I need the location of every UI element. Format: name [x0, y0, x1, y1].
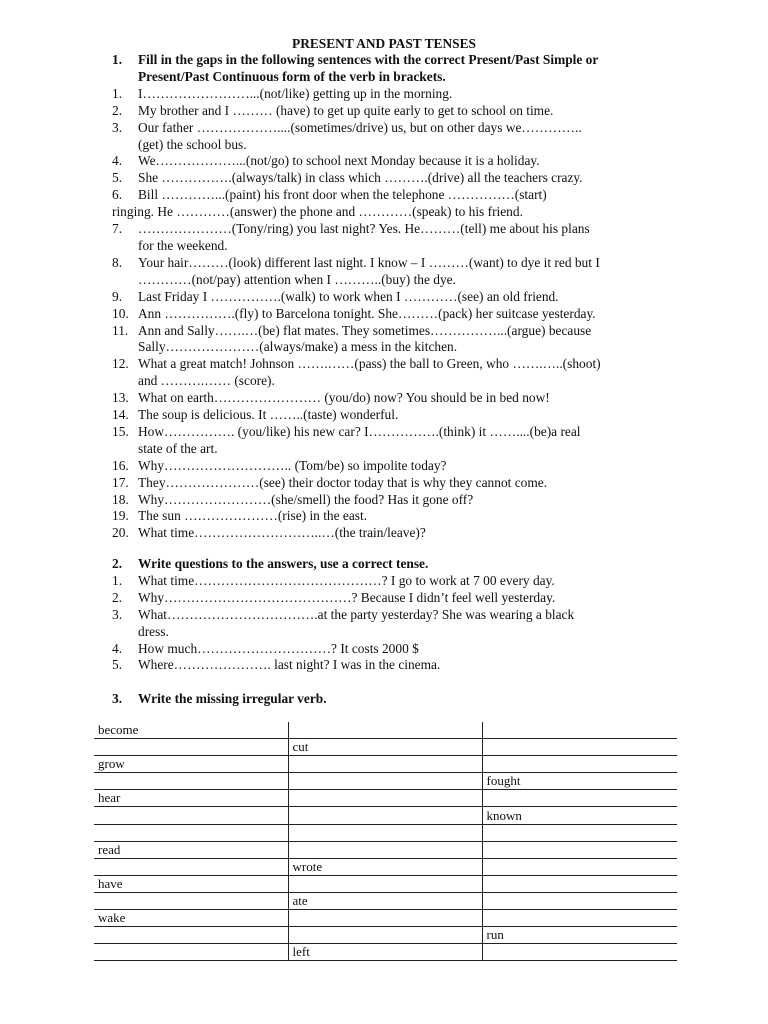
exercise-item — [112, 508, 682, 525]
table-cell[interactable] — [94, 927, 288, 944]
page-title: PRESENT AND PAST TENSES — [292, 36, 476, 51]
item-number: 11. — [112, 322, 129, 338]
table-cell[interactable]: fought — [482, 773, 677, 790]
exercise-item — [112, 657, 682, 674]
table-cell[interactable] — [288, 824, 482, 841]
table-cell[interactable]: grow — [94, 756, 288, 773]
item-text-continued: ringing. He …………(answer) the phone and …………(speak) to his friend. — [112, 204, 523, 220]
item-text-continued: Sally…………………(always/make) a mess in the kitchen. — [138, 339, 458, 355]
table-cell[interactable] — [482, 824, 677, 841]
item-number: 14. — [112, 407, 129, 423]
item-text-continued: for the weekend. — [138, 237, 228, 253]
table-cell[interactable]: become — [94, 722, 288, 739]
item-text: They…………………(see) their doctor today that is why they cannot come. — [138, 474, 548, 490]
exercise-item — [112, 221, 682, 238]
item-number: 16. — [112, 457, 129, 473]
table-cell[interactable] — [482, 944, 677, 961]
item-text: What time………………………..…(the train/leave)? — [138, 525, 426, 541]
item-text-continued: dress. — [138, 623, 169, 639]
item-number: 9. — [112, 288, 123, 304]
item-text: Why……………………….. (Tom/be) so impolite today? — [138, 457, 447, 473]
section-2-heading — [112, 556, 682, 573]
item-number: 18. — [112, 491, 129, 507]
exercise-item — [112, 356, 682, 373]
item-number: 12. — [112, 356, 129, 372]
exercise-item — [112, 103, 682, 120]
item-number: 3. — [112, 119, 123, 135]
table-cell[interactable]: have — [94, 875, 288, 892]
table-cell[interactable] — [94, 944, 288, 961]
table-row — [94, 807, 677, 824]
irregular-verb-table — [94, 722, 677, 961]
table-cell[interactable] — [94, 858, 288, 875]
table-cell[interactable] — [482, 858, 677, 875]
exercise-item — [112, 390, 682, 407]
table-row — [94, 739, 677, 756]
table-cell[interactable]: cut — [288, 739, 482, 756]
item-number: 15. — [112, 423, 129, 439]
item-text: Our father ………………....(sometimes/drive) us, but on other days we………….. — [138, 119, 582, 135]
exercise-item — [112, 407, 682, 424]
table-cell[interactable] — [482, 722, 677, 739]
section-3-heading — [112, 691, 682, 708]
exercise-item — [112, 187, 682, 204]
item-text: What on earth…………………… (you/do) now? You should be in bed now! — [138, 390, 550, 406]
table-cell[interactable]: hear — [94, 790, 288, 807]
item-text: How……………. (you/like) his new car? I…………….(think) it ……....(be)a real — [138, 423, 581, 439]
table-cell[interactable] — [288, 756, 482, 773]
item-text: Why……………………………………? Because I didn’t feel well yesterday. — [138, 589, 556, 605]
section-number: 2. — [112, 556, 123, 571]
table-row — [94, 756, 677, 773]
section-3 — [112, 691, 682, 708]
item-text-continued: and ……….…… (score). — [138, 373, 275, 389]
table-cell[interactable] — [288, 841, 482, 858]
section-instruction: Write the missing irregular verb. — [138, 691, 327, 706]
item-text: The soup is delicious. It ……..(taste) wonderful. — [138, 407, 399, 423]
table-cell[interactable]: ate — [288, 892, 482, 909]
item-text: Ann …………….(fly) to Barcelona tonight. She………(pack) her suitcase yesterday. — [138, 305, 596, 321]
table-cell[interactable] — [288, 722, 482, 739]
table-cell[interactable]: run — [482, 927, 677, 944]
table-row — [94, 722, 677, 739]
table-row — [94, 892, 677, 909]
table-cell[interactable]: wrote — [288, 858, 482, 875]
item-text: Last Friday I …………….(walk) to work when I …………(see) an old friend. — [138, 288, 559, 304]
exercise-item — [112, 475, 682, 492]
exercise-item — [112, 424, 682, 441]
exercise-item — [112, 458, 682, 475]
item-number: 17. — [112, 474, 129, 490]
table-row — [94, 841, 677, 858]
item-number: 4. — [112, 153, 123, 169]
item-number: 8. — [112, 254, 123, 270]
item-text: What a great match! Johnson …….……(pass) the ball to Green, who …….…..(shoot) — [138, 356, 601, 372]
item-number: 1. — [112, 85, 123, 101]
item-number: 7. — [112, 221, 123, 237]
item-number: 10. — [112, 305, 129, 321]
exercise-item — [112, 86, 682, 103]
item-number: 13. — [112, 390, 129, 406]
item-text: What…………………………….at the party yesterday? She was wearing a black — [138, 606, 575, 622]
question-list — [112, 573, 682, 674]
item-text: The sun …………………(rise) in the east. — [138, 508, 368, 524]
section-instruction-cont: Present/Past Continuous form of the verb in brackets. — [138, 68, 446, 84]
item-text: …………………(Tony/ring) you last night? Yes. He………(tell) me about his plans — [138, 221, 590, 237]
table-row — [94, 773, 677, 790]
table-cell[interactable] — [288, 807, 482, 824]
table-cell[interactable] — [288, 773, 482, 790]
exercise-item — [112, 153, 682, 170]
table-cell[interactable] — [288, 910, 482, 927]
item-number: 20. — [112, 525, 129, 541]
exercise-item — [112, 255, 682, 272]
exercise-item — [112, 573, 682, 590]
table-cell[interactable] — [288, 927, 482, 944]
table-cell[interactable] — [482, 756, 677, 773]
table-cell[interactable] — [482, 841, 677, 858]
item-text: Where…………………. last night? I was in the cinema. — [138, 657, 441, 673]
table-row — [94, 858, 677, 875]
table-cell[interactable] — [94, 824, 288, 841]
table-cell[interactable] — [482, 892, 677, 909]
item-text: I……………………...(not/like) getting up in the morning. — [138, 85, 453, 101]
item-text-continued: state of the art. — [138, 440, 218, 456]
table-cell[interactable]: known — [482, 807, 677, 824]
item-number: 5. — [112, 657, 123, 673]
exercise-item — [112, 492, 682, 509]
exercise-item — [112, 170, 682, 187]
section-1 — [112, 52, 682, 542]
exercise-item — [112, 120, 682, 137]
table-cell[interactable] — [482, 739, 677, 756]
table-cell[interactable]: wake — [94, 910, 288, 927]
section-number: 3. — [112, 691, 123, 706]
table-row — [94, 824, 677, 841]
table-row — [94, 910, 677, 927]
item-number: 19. — [112, 508, 129, 524]
item-text: Your hair………(look) different last night. I know – I ………(want) to dye it red but I — [138, 254, 600, 270]
item-number: 6. — [112, 187, 123, 203]
table-cell[interactable] — [482, 875, 677, 892]
item-text: She …………….(always/talk) in class which ……….(drive) all the teachers crazy. — [138, 170, 583, 186]
item-number: 4. — [112, 640, 123, 656]
section-1-heading — [112, 52, 682, 69]
exercise-item — [112, 525, 682, 542]
exercise-list — [112, 86, 682, 542]
item-text: How much…………………………? It costs 2000 $ — [138, 640, 419, 656]
section-number: 1. — [112, 52, 123, 67]
table-cell[interactable] — [94, 892, 288, 909]
table-cell[interactable] — [94, 807, 288, 824]
table-row — [94, 875, 677, 892]
exercise-item — [112, 590, 682, 607]
table-cell[interactable] — [482, 790, 677, 807]
table-cell[interactable]: left — [288, 944, 482, 961]
table-cell[interactable]: read — [94, 841, 288, 858]
table-cell[interactable] — [288, 790, 482, 807]
table-row — [94, 790, 677, 807]
item-number: 2. — [112, 102, 123, 118]
item-number: 5. — [112, 170, 123, 186]
item-text: Bill …………...(paint) his front door when the telephone ……………(start) — [138, 187, 547, 203]
item-text-continued: (get) the school bus. — [138, 136, 247, 152]
exercise-item — [112, 607, 682, 624]
item-text: What time……………………………………? I go to work at 7 00 every day. — [138, 572, 555, 588]
section-instruction: Write questions to the answers, use a correct tense. — [138, 556, 429, 571]
table-row — [94, 944, 677, 961]
table-cell[interactable] — [288, 875, 482, 892]
table-cell[interactable] — [94, 739, 288, 756]
item-text-continued: …………(not/pay) attention when I ………..(buy) the dye. — [138, 271, 456, 287]
table-cell[interactable] — [482, 910, 677, 927]
exercise-item — [112, 641, 682, 658]
item-number: 1. — [112, 572, 123, 588]
section-2 — [112, 556, 682, 674]
table-cell[interactable] — [94, 773, 288, 790]
table-row — [94, 927, 677, 944]
section-instruction: Fill in the gaps in the following sentences with the correct Present/Past Simple or — [138, 52, 599, 67]
exercise-item — [112, 289, 682, 306]
item-text: My brother and I ……… (have) to get up quite early to get to school on time. — [138, 102, 554, 118]
item-text: We………………...(not/go) to school next Monday because it is a holiday. — [138, 153, 540, 169]
item-text: Why……………………(she/smell) the food? Has it gone off? — [138, 491, 474, 507]
item-text: Ann and Sally…….…(be) flat mates. They sometimes……………...(argue) because — [138, 322, 592, 338]
item-number: 3. — [112, 606, 123, 622]
item-number: 2. — [112, 589, 123, 605]
exercise-item — [112, 306, 682, 323]
exercise-item — [112, 323, 682, 340]
